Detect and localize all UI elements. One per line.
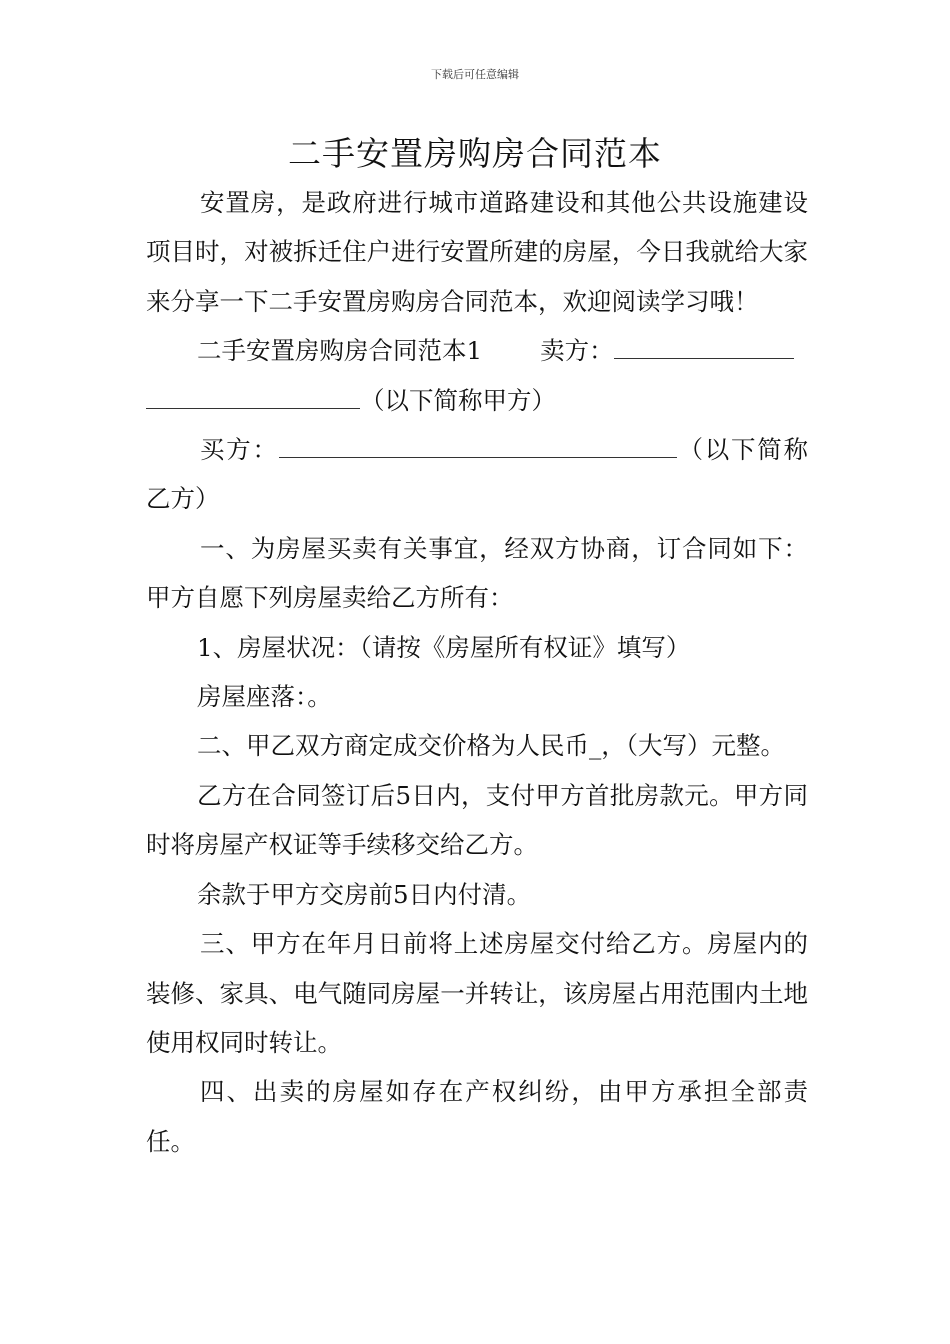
- contract-heading: 二手安置房购房合同范本1: [197, 336, 483, 366]
- clause-paragraph: 乙方在合同签订后5日内，支付甲方首批房款元。甲方同时将房屋产权证等手续移交给乙方。: [146, 780, 808, 860]
- seller-blank: [614, 332, 794, 359]
- clause-paragraph: 一、为房屋买卖有关事宜，经双方协商，订合同如下：甲方自愿下列房屋卖给乙方所有：: [146, 533, 808, 613]
- buyer-paragraph: [146, 425, 808, 524]
- page-header: 下载后可任意编辑: [431, 68, 519, 81]
- document-title: 二手安置房购房合同范本: [288, 134, 662, 173]
- seller-paragraph: [146, 326, 808, 425]
- clause-paragraph: 三、甲方在年月日前将上述房屋交付给乙方。房屋内的装修、家具、电气随同房屋一并转让，该房屋占用范围内土地使用权同时转让。: [146, 929, 808, 1057]
- document-body: [146, 178, 808, 1166]
- clause-paragraph: 1、房屋状况：（请按《房屋所有权证》填写）: [197, 632, 691, 662]
- buyer-suffix: （以下简称乙方）: [146, 435, 808, 514]
- clause-paragraph: 二、甲乙双方商定成交价格为人民币_，（大写）元整。: [197, 731, 785, 761]
- buyer-blank: [279, 431, 677, 458]
- clause-paragraph: 四、出卖的房屋如存在产权纠纷，由甲方承担全部责任。: [146, 1077, 808, 1156]
- seller-blank-continued: [146, 382, 360, 409]
- seller-label: 卖方：: [540, 336, 614, 366]
- clause-paragraph: 房屋座落：。: [197, 682, 332, 712]
- seller-suffix: （以下简称甲方）: [360, 385, 556, 415]
- clause-paragraph: 余款于甲方交房前5日内付清。: [197, 879, 532, 909]
- intro-paragraph: 安置房，是政府进行城市道路建设和其他公共设施建设项目时，对被拆迁住户进行安置所建的房屋，今日我就给大家来分享一下二手安置房购房合同范本，欢迎阅读学习哦！: [146, 188, 808, 316]
- buyer-label: 买方：: [200, 435, 279, 465]
